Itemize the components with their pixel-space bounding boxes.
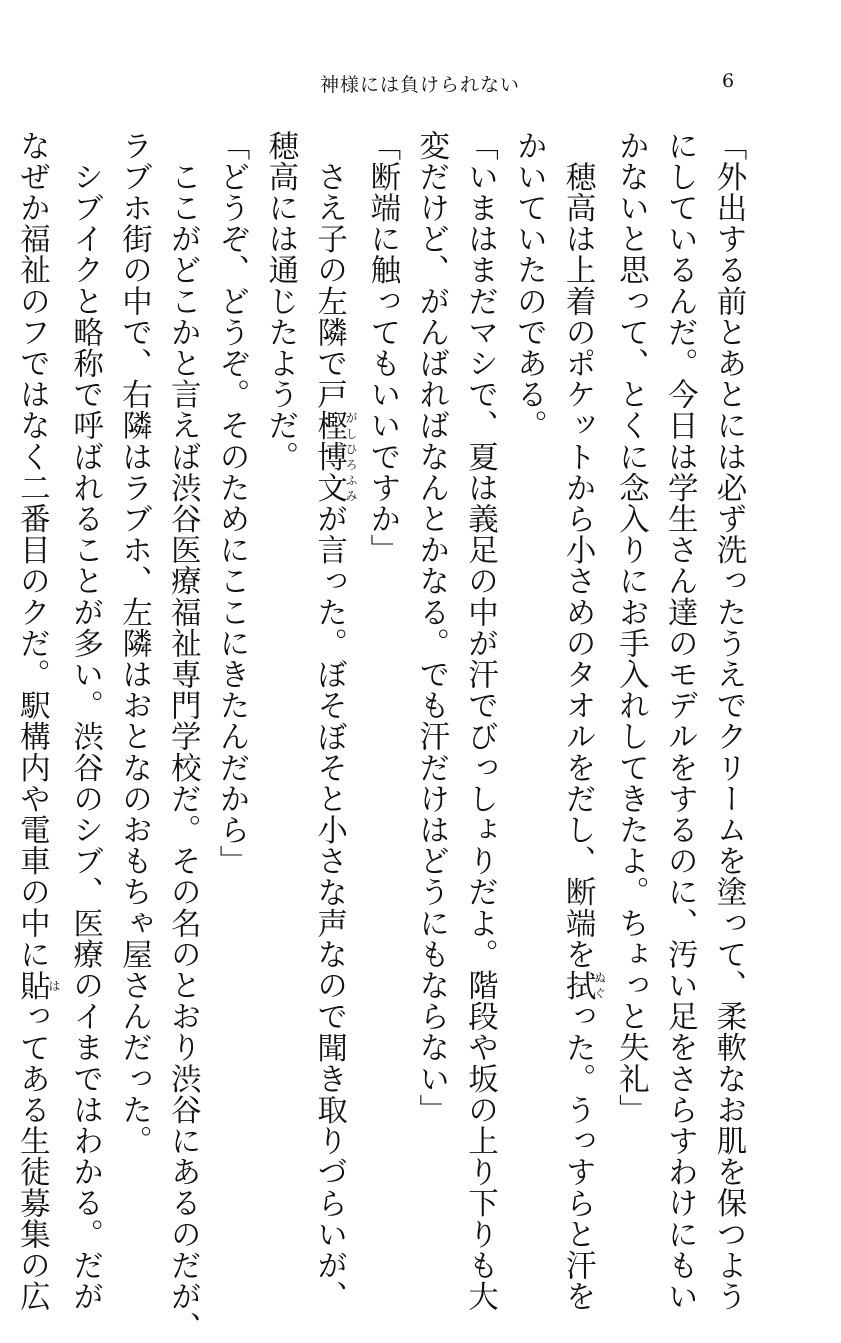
text-line: 変だけど、がんばればなんとかなる。でも汗だけはどうにもならない」 — [413, 130, 449, 1126]
text-line: 「断端に触ってもいいですか」 — [364, 130, 400, 566]
running-header-title: 神様には負けられない — [319, 74, 520, 96]
text-line: 穂高は上着のポケットから小さめのタオルをだし、断端を拭ぬぐった。うっすらと汗を — [560, 130, 607, 1312]
text-line: ここがどこかと言えば渋谷医療福祉専門学校だ。その名のとおり渋谷にあるのだが、 — [165, 130, 201, 1343]
ruby-wipe: 拭ぬぐ — [560, 969, 607, 1001]
text-line: にしているんだ。今日は学生さん達のモデルをするのに、汚い足をさらすわけにもい — [662, 130, 698, 1312]
text-line: ラブホ街の中で、右隣はラブホ、左隣はおとなのおもちゃ屋さんだった。 — [116, 130, 152, 1157]
text-line: 「外出する前とあとには必ず洗ったうえでクリームを塗って、柔軟なお肌を保つよう — [711, 130, 746, 1312]
text-line: さえ子の左隣で戸樫博文がしひろふみが言った。ぼそぼそと小さな声なので聞き取りづらいが、 — [311, 130, 359, 1312]
text-line: 穂高には通じたようだ。 — [262, 130, 298, 473]
page-number: 6 — [722, 70, 735, 92]
body-text — [14, 130, 752, 1343]
text-line: かいていたのである。 — [511, 130, 547, 441]
ruby-paste: 貼は — [14, 969, 61, 1001]
text-line: かないと思って、とくに念入りにお手入れしてきたよ。ちょっと失礼」 — [613, 130, 649, 1126]
text-line: なぜか福祉のフではなく二番目のクだ。駅構内や電車の中に貼はってある生徒募集の広 — [14, 130, 61, 1312]
ruby-name: 樫博文がしひろふみ — [311, 409, 359, 504]
text-line: 「どうぞ、どうぞ。そのためにここにきたんだから」 — [214, 130, 250, 877]
text-line: 「いまはまだマシで、夏は義足の中が汗でびっしょりだよ。階段や坂の上り下りも大 — [462, 130, 498, 1312]
text-line: シブイクと略称で呼ばれることが多い。渋谷のシブ、医療のイまではわかる。だが — [67, 130, 103, 1312]
